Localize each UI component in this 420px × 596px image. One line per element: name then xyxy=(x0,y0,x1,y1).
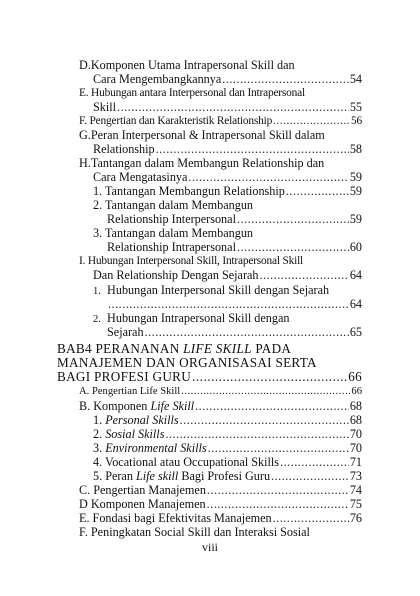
page-number: 71 xyxy=(349,455,362,469)
toc-entry-i2: 2. Hubungan Intrapersonal Skill dengan xyxy=(93,311,290,325)
leader-dots xyxy=(237,240,349,254)
page-number: 68 xyxy=(349,399,362,413)
page-number: 74 xyxy=(349,483,362,497)
leader-dots xyxy=(237,212,349,226)
toc-entry-b5: 5. Peran Life skill Bagi Profesi Guru ..... 73 xyxy=(93,469,362,483)
leader-dots xyxy=(207,497,349,511)
toc-entry-b1: 1. Personal Skills ..... 68 xyxy=(93,413,362,427)
toc-entry-d2: D Komponen Manajemen ..... 75 xyxy=(79,497,362,511)
page-number: 65 xyxy=(349,325,362,339)
page-number: 75 xyxy=(349,497,362,511)
toc-entry-h3: 3. Tantangan dalam Membangun xyxy=(93,226,254,240)
page-number: 59 xyxy=(349,170,362,184)
leader-dots xyxy=(156,142,349,156)
toc-entry-g-cont: Relationship ..... 58 xyxy=(93,142,362,156)
page-number: 56 xyxy=(351,115,362,127)
page-footer-number: viii xyxy=(201,540,218,554)
toc-entry-i1: 1. Hubungan Interpersonal Skill dengan Sejarah xyxy=(93,283,330,297)
toc-entry-g: G.Peran Interpersonal & Intrapersonal Skill dalam xyxy=(79,128,325,142)
chapter-heading-line-3: BAGI PROFESI GURU ..... 66 xyxy=(57,369,362,384)
page-number: 66 xyxy=(348,369,362,384)
leader-dots xyxy=(192,369,347,384)
leader-dots xyxy=(180,413,349,427)
leader-dots xyxy=(195,399,349,413)
leader-dots xyxy=(145,325,349,339)
page-number: 59 xyxy=(349,212,362,226)
page-number: 70 xyxy=(349,427,362,441)
page-number: 58 xyxy=(349,142,362,156)
page-number: 66 xyxy=(351,386,362,397)
toc-entry-b4: 4. Vocational atau Occupational Skills ..... 71 xyxy=(93,455,362,469)
page-number: 60 xyxy=(349,240,362,254)
page-number: 70 xyxy=(349,441,362,455)
leader-dots xyxy=(273,114,350,128)
chapter-heading-line-2: MANAJEMEN DAN ORGANISASAI SERTA xyxy=(57,355,317,370)
toc-entry-b2: 2. Sosial Skills ..... 70 xyxy=(93,427,362,441)
toc-entry-h: H.Tantangan dalam Membangun Relationship dan xyxy=(79,156,325,170)
leader-dots xyxy=(207,483,349,497)
leader-dots xyxy=(260,268,349,282)
leader-dots xyxy=(165,427,348,441)
leader-dots xyxy=(117,100,349,114)
toc-entry-b: B. Komponen Life Skill ..... 68 xyxy=(79,399,362,413)
toc-entry-h1: 1. Tantangan Membangun Relationship ..... 59 xyxy=(93,184,362,198)
toc-entry-i1-cont xyxy=(107,297,362,311)
toc-entry-f: F. Pengertian dan Karakteristik Relationship ..... 56 xyxy=(79,114,362,128)
toc-entry-d: D.Komponen Utama Intrapersonal Skill dan xyxy=(79,58,295,72)
page-number: 64 xyxy=(349,268,362,282)
toc-entry-c: C. Pengertian Manajemen ..... 74 xyxy=(79,483,362,497)
toc-entry-e2: E. Fondasi bagi Efektivitas Manajemen ..... 76 xyxy=(79,511,362,525)
page-number: 68 xyxy=(349,413,362,427)
toc-entry-i: I. Hubungan Interpersonal Skill, Intrapersonal Skill xyxy=(79,255,304,267)
page-number: 64 xyxy=(349,297,362,311)
leader-dots xyxy=(280,455,349,469)
leader-dots xyxy=(273,511,349,525)
page-number: 73 xyxy=(349,469,362,483)
page-number: 55 xyxy=(349,100,362,114)
leader-dots xyxy=(208,441,349,455)
toc-entry-d-cont: Cara Mengembangkannya ..... 54 xyxy=(93,72,362,86)
toc-entry-h3-cont: Relationship Intrapersonal ..... 60 xyxy=(107,240,362,254)
toc-entry-e: E. Hubungan antara Interpersonal dan Intrapersonal xyxy=(79,87,305,99)
toc-entry-h2: 2. Tantangan dalam Membangun xyxy=(93,198,254,212)
toc-entry-b3: 3. Environmental Skills ..... 70 xyxy=(93,441,362,455)
leader-dots xyxy=(271,469,349,483)
toc-entry-e-cont: Skill ..... 55 xyxy=(93,100,362,114)
toc-entry-i-cont: Dan Relationship Dengan Sejarah ..... 64 xyxy=(93,268,362,282)
toc-entry-f2: F. Peningkatan Social Skill dan Interaksi Sosial xyxy=(79,525,310,539)
chapter-heading: BAB4 PERANANAN LIFE SKILL PADA xyxy=(57,341,292,356)
leader-dots xyxy=(286,184,349,198)
leader-dots xyxy=(108,297,349,311)
leader-dots xyxy=(222,72,349,86)
toc-entry-h2-cont: Relationship Interpersonal ..... 59 xyxy=(107,212,362,226)
leader-dots xyxy=(188,170,348,184)
page-number: 54 xyxy=(349,72,362,86)
page-number: 59 xyxy=(349,184,362,198)
leader-dots xyxy=(181,385,350,399)
page-number: 76 xyxy=(349,511,362,525)
toc-entry-a: A. Pengertian Life Skill ..... 66 xyxy=(79,385,362,399)
toc-entry-i2-cont: Sejarah ..... 65 xyxy=(107,325,362,339)
toc-entry-h-cont: Cara Mengatasinya ..... 59 xyxy=(93,170,362,184)
